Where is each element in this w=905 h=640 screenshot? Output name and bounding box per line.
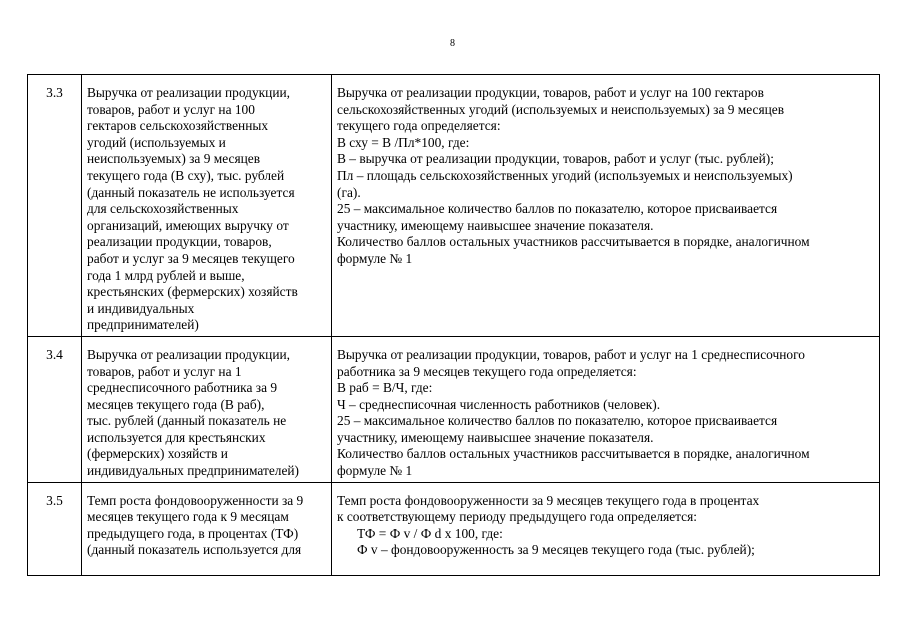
indicator-name-line: среднесписочного работника за 9 — [87, 380, 278, 396]
indicator-name-line: для сельскохозяйственных — [87, 201, 239, 217]
indicator-name-line: предыдущего года, в процентах (ТФ) — [87, 525, 299, 541]
row-number: 3.4 — [28, 336, 82, 482]
indicator-name-line: угодий (используемых и — [87, 134, 226, 150]
formula-line: В сху = В /Пл*100, где: — [337, 134, 470, 150]
formula-line: В раб = В/Ч, где: — [337, 380, 433, 396]
indicator-name-line: товаров, работ и услуг на 100 — [87, 101, 255, 117]
description-line: Количество баллов остальных участников рассчитывается в порядке, аналогичном — [337, 446, 810, 462]
indicator-name-line: гектаров сельскохозяйственных — [87, 118, 269, 134]
indicator-name-cell — [82, 336, 332, 482]
description-line: Пл – площадь сельскохозяйственных угодий (используемых и неиспользуемых) — [337, 167, 793, 183]
calculation-description-cell — [332, 75, 880, 337]
indicator-name-line: индивидуальных предпринимателей) — [87, 463, 300, 479]
indicator-name-line: (данный показатель используется для — [87, 542, 302, 558]
indicator-name-line: предпринимателей) — [87, 317, 199, 333]
description-line: сельскохозяйственных угодий (используемых и неиспользуемых) за 9 месяцев — [337, 101, 785, 117]
indicator-name-line: неиспользуемых) за 9 месяцев — [87, 151, 261, 167]
description-line: Выручка от реализации продукции, товаров, работ и услуг на 100 гектаров — [337, 85, 764, 100]
indicator-name-line: месяцев текущего года к 9 месяцам — [87, 509, 289, 525]
description-line: Темп роста фондовооруженности за 9 месяцев текущего года в процентах — [337, 492, 760, 508]
description-line: (га). — [337, 184, 361, 200]
indicator-name-line: крестьянских (фермерских) хозяйств — [87, 284, 298, 300]
description-line: текущего года определяется: — [337, 118, 501, 134]
description-line: 25 – максимальное количество баллов по показателю, которое присваивается — [337, 413, 778, 429]
indicator-name-line: (данный показатель не используется — [87, 184, 295, 200]
indicator-name-line: (фермерских) хозяйств и — [87, 446, 228, 462]
description-line: Ч – среднесписочная численность работников (человек). — [337, 396, 661, 412]
description-line: участнику, имеющему наивысшее значение показателя. — [337, 429, 654, 445]
indicator-name-line: организаций, имеющих выручку от — [87, 217, 289, 233]
page-number: 8 — [450, 38, 455, 49]
indicator-name-line: тыс. рублей (данный показатель не — [87, 413, 287, 429]
indicator-name-line: Выручка от реализации продукции, — [87, 346, 291, 362]
table-row — [28, 75, 880, 337]
indicator-name-line: товаров, работ и услуг на 1 — [87, 363, 242, 379]
row-number: 3.5 — [28, 482, 82, 575]
calculation-description-cell — [332, 336, 880, 482]
calculation-description-cell — [332, 482, 880, 575]
description-line: 25 – максимальное количество баллов по показателю, которое присваивается — [337, 201, 778, 217]
indicator-name-cell — [82, 482, 332, 575]
formula-line: ТФ = Ф v / Ф d x 100, где: — [357, 525, 503, 541]
description-line: В – выручка от реализации продукции, товаров, работ и услуг (тыс. рублей); — [337, 151, 774, 167]
description-line: к соответствующему периоду предыдущего года определяется: — [337, 509, 698, 525]
indicator-name-line: месяцев текущего года (В раб), — [87, 396, 265, 412]
indicator-name-cell — [82, 75, 332, 337]
description-line: формуле № 1 — [337, 463, 413, 479]
table-row — [28, 336, 880, 482]
description-line: Ф v – фондовооруженность за 9 месяцев текущего года (тыс. рублей); — [357, 542, 755, 558]
indicator-name-line: года 1 млрд рублей и выше, — [87, 267, 245, 283]
criteria-table — [27, 74, 880, 576]
indicator-name-line: Темп роста фондовооруженности за 9 — [87, 492, 304, 508]
indicator-name-line: работ и услуг за 9 месяцев текущего — [87, 250, 295, 266]
indicator-name-line: Выручка от реализации продукции, — [87, 85, 291, 100]
indicator-name-line: текущего года (В сху), тыс. рублей — [87, 167, 285, 183]
description-line: участнику, имеющему наивысшее значение показателя. — [337, 217, 654, 233]
row-number: 3.3 — [28, 75, 82, 337]
indicator-name-line: используется для крестьянских — [87, 429, 266, 445]
indicator-name-line: реализации продукции, товаров, — [87, 234, 272, 250]
description-line: Выручка от реализации продукции, товаров, работ и услуг на 1 среднесписочного — [337, 346, 805, 362]
indicator-name-line: и индивидуальных — [87, 300, 195, 316]
description-line: Количество баллов остальных участников рассчитывается в порядке, аналогичном — [337, 234, 810, 250]
table-row — [28, 482, 880, 575]
description-line: формуле № 1 — [337, 250, 413, 266]
description-line: работника за 9 месяцев текущего года определяется: — [337, 363, 637, 379]
